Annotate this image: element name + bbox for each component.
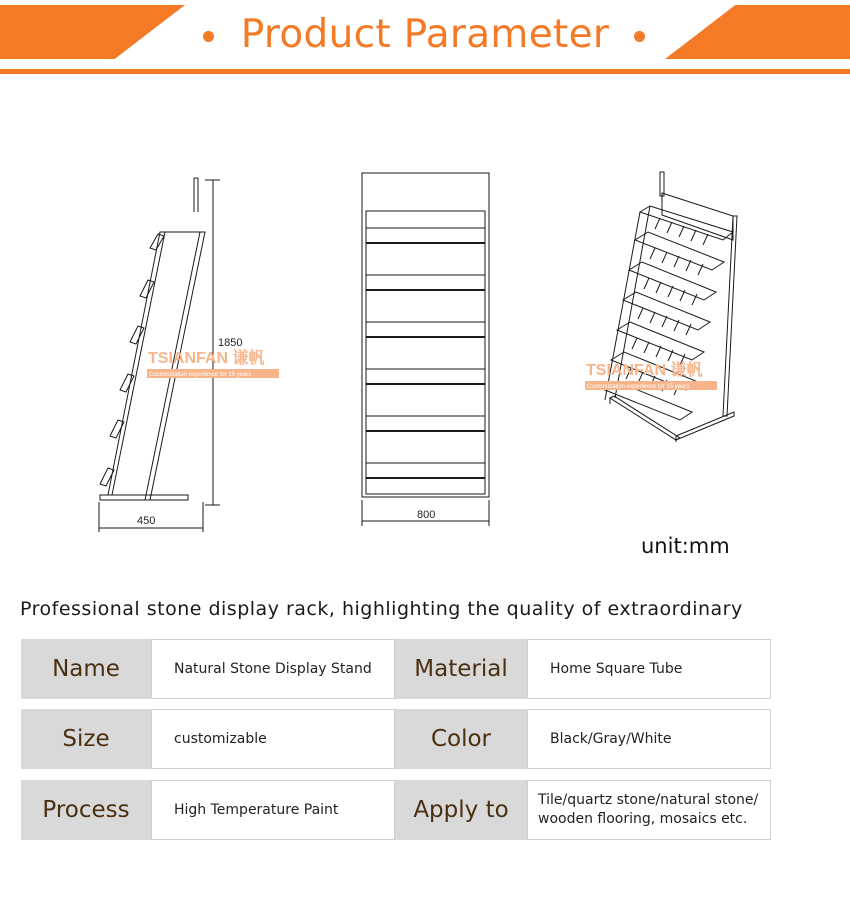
param-value-apply-to: Tile/quartz stone/natural stone/ wooden flooring, mosaics etc. (527, 780, 771, 840)
height-dimension-label: 1850 (218, 337, 243, 349)
param-row (21, 780, 771, 840)
param-value-size: customizable (151, 709, 395, 769)
page-title: Product Parameter (240, 12, 610, 57)
param-value-process: High Temperature Paint (151, 780, 395, 840)
svg-text:TSIANFAN 谦帆: TSIANFAN 谦帆 (586, 362, 703, 379)
product-tagline: Professional stone display rack, highlighting the quality of extraordinary (20, 598, 743, 620)
param-label-name: Name (21, 639, 151, 699)
header-dot-left (203, 31, 214, 42)
unit-label: unit:mm (641, 534, 730, 558)
front-width-dimension-label: 800 (417, 509, 436, 521)
param-label-material: Material (395, 639, 527, 699)
param-label-size: Size (21, 709, 151, 769)
header-right-stripe (665, 5, 850, 59)
watermark-side (147, 348, 279, 378)
header-underline (0, 69, 850, 74)
header-dot-right (634, 31, 645, 42)
header-left-stripe (0, 5, 185, 59)
front-view-drawing (362, 173, 489, 526)
param-label-apply-to: Apply to (395, 780, 527, 840)
param-label-color: Color (395, 709, 527, 769)
param-value-name: Natural Stone Display Stand (151, 639, 395, 699)
product-drawings (0, 160, 850, 540)
param-label-process: Process (21, 780, 151, 840)
param-value-color: Black/Gray/White (527, 709, 771, 769)
header-banner (0, 0, 850, 76)
svg-text:TSIANFAN 谦帆: TSIANFAN 谦帆 (148, 350, 265, 367)
svg-text:Customization experience for 1: Customization experience for 15 years (149, 372, 252, 378)
perspective-view-drawing (605, 172, 737, 442)
param-row (21, 639, 771, 699)
svg-text:Customization experience for 1: Customization experience for 15 years (587, 384, 690, 390)
param-value-material: Home Square Tube (527, 639, 771, 699)
side-width-dimension-label: 450 (137, 515, 156, 527)
watermark-perspective (585, 360, 717, 390)
param-row (21, 709, 771, 769)
